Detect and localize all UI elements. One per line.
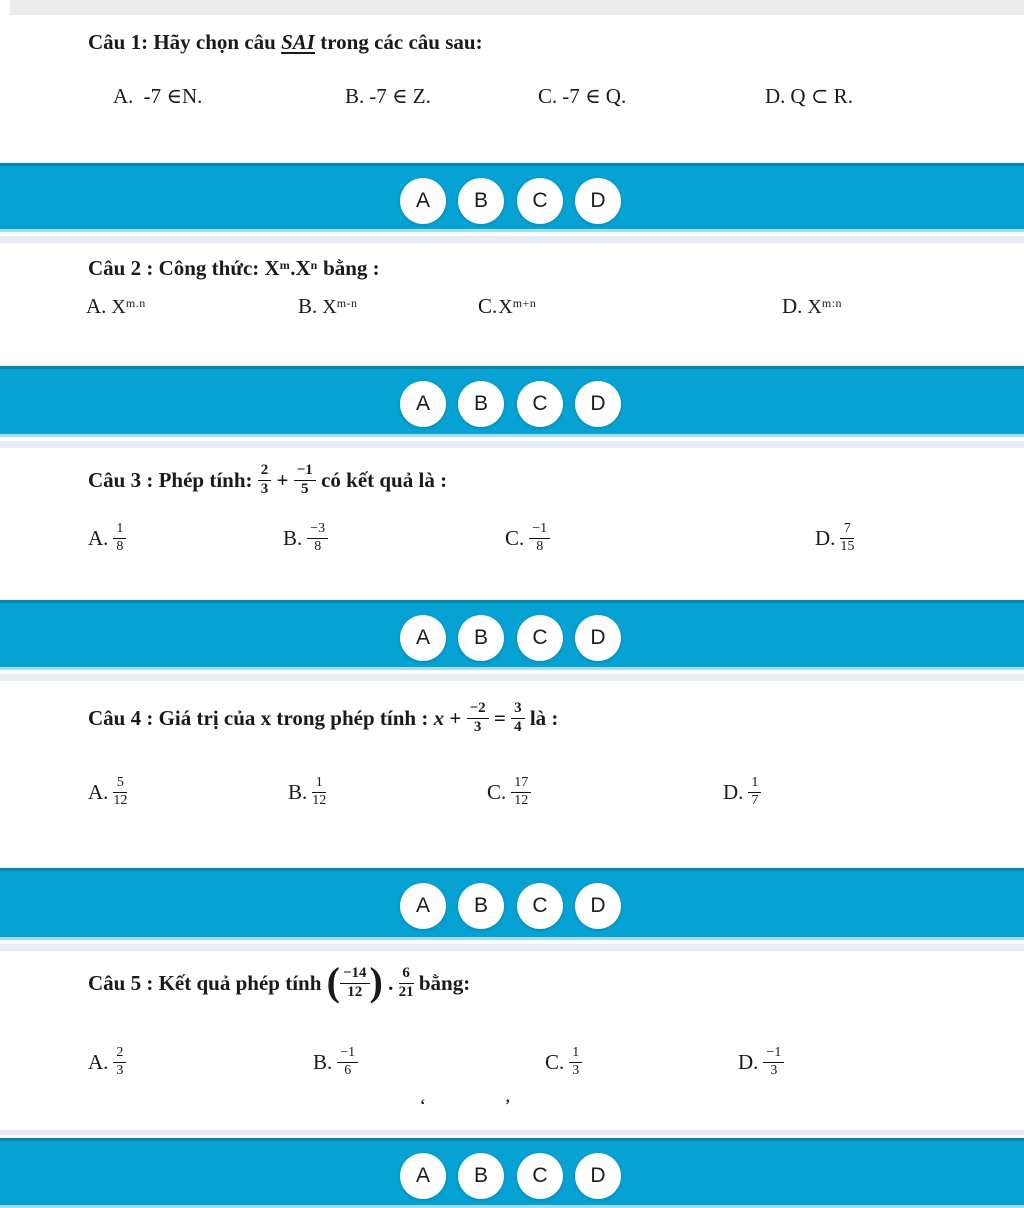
option-value: $X^{m:n}$	[807, 296, 843, 318]
option-label: C.	[487, 780, 507, 804]
question-4-option-c	[487, 772, 531, 812]
answer-c-button[interactable]: C	[517, 381, 563, 427]
answer-c-button[interactable]: C	[517, 178, 563, 224]
option-value: $\frac{7}{15}$	[840, 521, 855, 554]
option-value: $\frac{17}{12}$	[511, 780, 531, 804]
question-3-options	[0, 518, 1024, 558]
question-3-option-a	[88, 518, 126, 558]
option-label: B.	[288, 780, 308, 804]
question-5-option-c	[545, 1042, 582, 1082]
question-5-option-a	[88, 1042, 126, 1082]
question-2-options	[0, 292, 1024, 320]
option-label: D.	[815, 526, 836, 550]
question-1-title: Câu 1: Hãy chọn câu SAI trong các câu sau:	[88, 30, 483, 54]
option-value: Q ⊂ R.	[790, 84, 853, 108]
question-1-option-b	[345, 82, 431, 110]
question-1-option-c	[538, 82, 626, 110]
answer-a-button[interactable]: A	[400, 178, 446, 224]
option-value: $\frac{1}{3}$	[569, 1050, 582, 1074]
answer-b-button[interactable]: B	[458, 615, 504, 661]
question-5-option-d	[738, 1042, 784, 1082]
answer-a-button[interactable]: A	[400, 615, 446, 661]
answer-d-button[interactable]: D	[575, 615, 621, 661]
question-5-title: Câu 5 : Kết quả phép tính ( $\frac{-14}{12}$ ) . $\frac{6}{21}$ bằng:	[88, 959, 471, 1005]
section-divider	[0, 1130, 1024, 1135]
question-5-options	[0, 1042, 1024, 1082]
question-3-title: Câu 3 : Phép tính: $\frac{2}{3}$ + $\frac{-1}{5}$ có kết quả là :	[88, 461, 448, 497]
question-1-option-d	[765, 82, 853, 110]
option-label: A.	[88, 1050, 109, 1074]
option-value: $\frac{-1}{6}$	[337, 1050, 358, 1074]
option-label: B.	[313, 1050, 333, 1074]
question-4-option-d	[723, 772, 761, 812]
option-label: C.	[545, 1050, 565, 1074]
option-value: -7 ∈ Z.	[369, 84, 431, 108]
option-label: B.	[345, 84, 365, 108]
option-value: $\frac{-3}{8}$	[307, 526, 328, 550]
option-value: $\frac{5}{12}$	[113, 775, 128, 808]
option-label: B.	[283, 526, 303, 550]
answer-b-button[interactable]: B	[458, 381, 504, 427]
answer-a-button[interactable]: A	[400, 883, 446, 929]
answer-bar-4	[0, 868, 1024, 940]
answer-a-button[interactable]: A	[400, 1153, 446, 1199]
option-label: D.	[782, 294, 803, 318]
question-2-option-d	[782, 292, 842, 321]
answer-d-button[interactable]: D	[575, 1153, 621, 1199]
section-divider	[0, 441, 1024, 448]
option-label: C.	[538, 84, 558, 108]
question-3-option-b	[283, 518, 328, 558]
cropped-text-fragment-right: ’	[505, 1097, 511, 1114]
question-5-option-b	[313, 1042, 358, 1082]
question-1-options	[0, 82, 1024, 110]
option-label: A.	[113, 84, 134, 108]
section-divider	[0, 236, 1024, 243]
question-1-option-a	[113, 82, 202, 110]
option-value: $X^{m+n}$	[498, 296, 537, 318]
option-value: $\frac{-1}{8}$	[529, 526, 550, 550]
answer-c-button[interactable]: C	[517, 1153, 563, 1199]
answer-b-button[interactable]: B	[458, 883, 504, 929]
question-3-option-c	[505, 518, 550, 558]
answer-a-button[interactable]: A	[400, 381, 446, 427]
question-2-option-c	[478, 292, 536, 321]
answer-b-button[interactable]: B	[458, 178, 504, 224]
option-label: D.	[765, 84, 786, 108]
section-divider	[0, 674, 1024, 681]
option-value: $\frac{2}{3}$	[113, 1050, 126, 1074]
option-value: -7 ∈N.	[138, 84, 203, 108]
question-2-option-a	[86, 292, 146, 321]
option-label: C.	[478, 294, 498, 318]
top-strip	[10, 0, 1024, 15]
option-label: A.	[88, 780, 109, 804]
answer-bar-3	[0, 600, 1024, 670]
question-4-title: Câu 4 : Giá trị của x trong phép tính : x + $\frac{-2}{3}$ = $\frac{3}{4}$ là :	[88, 699, 559, 735]
cropped-text-fragment-left: ‘	[420, 1097, 426, 1114]
option-value: $\frac{1}{8}$	[113, 526, 126, 550]
answer-bar-2	[0, 366, 1024, 437]
section-divider	[0, 944, 1024, 951]
question-4-option-b	[288, 772, 326, 812]
option-value: $X^{m.n}$	[111, 296, 146, 318]
option-label: D.	[723, 780, 744, 804]
question-4-option-a	[88, 772, 127, 812]
question-2-option-b	[298, 292, 358, 321]
answer-c-button[interactable]: C	[517, 883, 563, 929]
answer-bar-1	[0, 163, 1024, 232]
option-value: $\frac{1}{7}$	[748, 780, 761, 804]
option-label: B.	[298, 294, 318, 318]
option-value: $\frac{-1}{3}$	[763, 1050, 784, 1074]
answer-d-button[interactable]: D	[575, 178, 621, 224]
answer-d-button[interactable]: D	[575, 883, 621, 929]
option-label: C.	[505, 526, 525, 550]
question-2-title: Câu 2 : Công thức: $X^m.X^n$ bằng :	[88, 256, 380, 280]
option-value: -7 ∈ Q.	[562, 84, 627, 108]
option-label: A.	[86, 294, 107, 318]
option-label: D.	[738, 1050, 759, 1074]
answer-bar-5	[0, 1138, 1024, 1208]
answer-d-button[interactable]: D	[575, 381, 621, 427]
option-value: $X^{m-n}$	[322, 296, 358, 318]
option-label: A.	[88, 526, 109, 550]
question-3-option-d	[815, 518, 854, 558]
answer-b-button[interactable]: B	[458, 1153, 504, 1199]
option-value: $\frac{1}{12}$	[312, 775, 327, 808]
answer-c-button[interactable]: C	[517, 615, 563, 661]
question-4-options	[0, 772, 1024, 812]
